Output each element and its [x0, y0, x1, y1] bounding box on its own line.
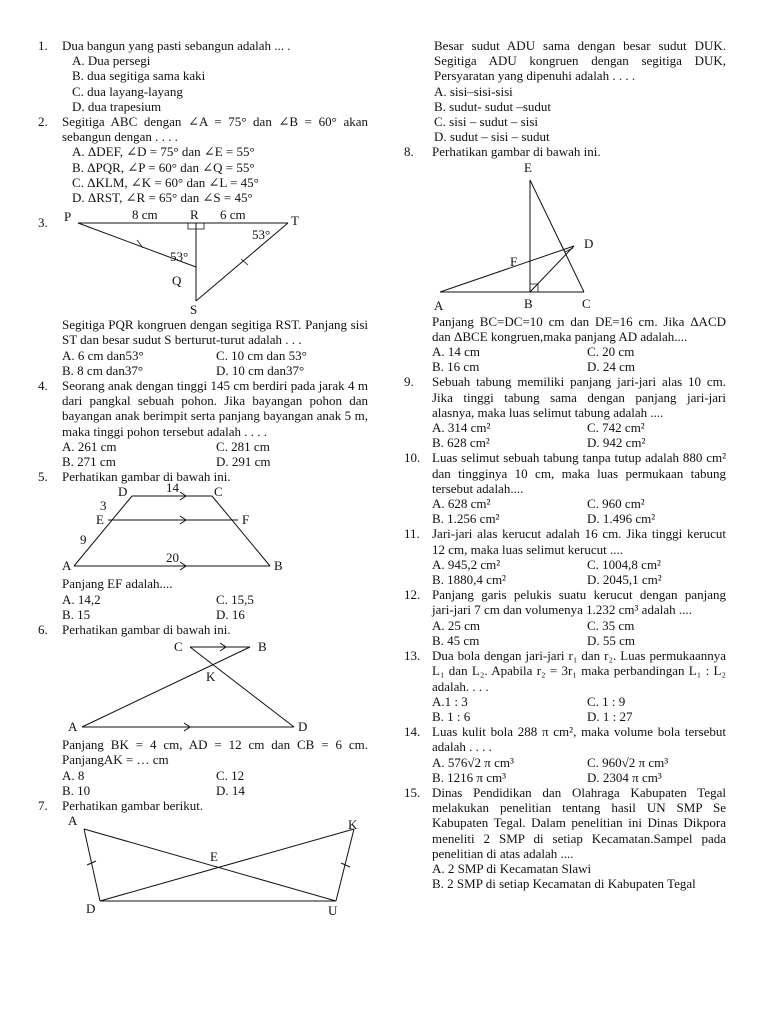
question-15 — [404, 784, 726, 892]
option: B. 45 cm — [432, 632, 480, 648]
question-text: Seorang anak dengan tinggi 145 cm berdiri pada jarak 4 m dari pangkal sebuah pohon. Jika bayangan pohon dan bayangan anak berimpit serta panjang bayangan anak 5 m, maka tinggi pohon tersebut adalah . . . . — [62, 378, 368, 439]
label-a: A — [68, 813, 78, 829]
question-number: 14. — [404, 724, 421, 740]
label-q: Q — [172, 273, 182, 289]
figure-triangles-pqr-rst — [62, 207, 322, 318]
option: C. 1 : 9 — [587, 693, 626, 709]
option: D. 10 cm dan37° — [216, 362, 305, 378]
question-text: Besar sudut ADU sama dengan besar sudut DUK. Segitiga ADU kongruen dengan segitiga DUK, Persyaratan yang dipenuhi adalah . . . . — [434, 38, 726, 84]
question-number: 7. — [38, 798, 48, 814]
question-12 — [404, 587, 726, 648]
label-u: U — [328, 903, 338, 919]
label-b: B — [274, 558, 283, 574]
question-prompt: Panjang EF adalah.... — [62, 576, 173, 592]
option: B. 628 cm² — [432, 435, 490, 451]
option: C. 12 — [216, 767, 245, 783]
length-dc: 14 — [166, 480, 179, 496]
figure-triangles-acd-bce — [432, 159, 672, 313]
question-text: Segitiga ABC dengan ∠A = 75° dan ∠B = 60° akan sebangun dengan . . . . — [62, 114, 368, 145]
option: C. 35 cm — [587, 617, 635, 633]
question-text: Perhatikan gambar di bawah ini. — [62, 469, 231, 485]
question-number: 12. — [404, 587, 421, 603]
option: D. 14 — [216, 782, 245, 798]
question-text: Segitiga PQR kongruen dengan segitiga RST. Panjang sisi ST dan besar sudut S berturut-turut adalah . . . — [62, 317, 368, 348]
question-text: Perhatikan gambar di bawah ini. — [62, 622, 231, 638]
option: A. 261 cm — [62, 438, 117, 454]
label-d: D — [86, 901, 96, 917]
option: B. 1880,4 cm² — [432, 572, 506, 588]
label-r: R — [190, 207, 199, 223]
question-number: 15. — [404, 784, 421, 800]
option: A.1 : 3 — [432, 693, 468, 709]
option: B. dua segitiga sama kaki — [72, 68, 206, 84]
question-8 — [404, 144, 726, 375]
option: D. dua trapesium — [72, 98, 162, 114]
question-9 — [404, 374, 726, 451]
option: B. 16 cm — [432, 359, 480, 375]
option: D. 942 cm² — [587, 435, 646, 451]
option: A. 2 SMP di Kecamatan Slawi — [432, 860, 592, 876]
question-text: Dinas Pendidikan dan Olahraga Kabupaten Tegal melakukan penelitian tentang hasil UN SMP Se Kabupaten Tegal. Dalam penelitian ini Dinas Dikpora meneliti 2 SMP di setiap Kecamatan.Sampel pada penelitian di atas adalah .... — [432, 784, 726, 861]
question-number: 4. — [38, 378, 48, 394]
option: A. 6 cm dan53° — [62, 347, 144, 363]
angle-q: 53° — [170, 249, 189, 265]
label-e: E — [210, 849, 218, 865]
label-e: E — [524, 159, 532, 175]
option: C. sisi – sudut – sisi — [434, 114, 539, 130]
option: D. 55 cm — [587, 632, 636, 648]
label-k: K — [348, 817, 358, 833]
question-prompt: Panjang BK = 4 cm, AD = 12 cm dan CB = 6 cm. PanjangAK = … cm — [62, 737, 368, 768]
angle-t: 53° — [252, 227, 271, 243]
option: A. 14,2 — [62, 591, 101, 607]
question-4 — [38, 378, 368, 469]
option: C. 742 cm² — [587, 420, 645, 436]
option: C. 281 cm — [216, 438, 270, 454]
option: C. 10 cm dan 53° — [216, 347, 307, 363]
option: D. sudut – sisi – sudut — [434, 129, 550, 145]
option: B. 1 : 6 — [432, 708, 471, 724]
option: B. 1216 π cm³ — [432, 769, 507, 785]
question-6 — [38, 622, 368, 798]
question-10 — [404, 450, 726, 527]
figure-crossing-lines — [62, 639, 322, 735]
left-column — [38, 38, 368, 917]
length-ab: 20 — [166, 550, 179, 566]
option: C. dua layang-layang — [72, 83, 183, 99]
question-text: Luas selimut sebuah tabung tanpa tutup adalah 880 cm² dan tingginya 10 cm, maka luas permukaan tabung tersebut adalah.... — [432, 450, 726, 496]
option: B. ΔPQR, ∠P = 60° dan ∠Q = 55° — [72, 159, 255, 175]
option: B. 15 — [62, 606, 91, 622]
label-c: C — [214, 484, 223, 500]
length-de: 3 — [100, 498, 107, 514]
question-text: Sebuah tabung memiliki panjang jari-jari alas 10 cm. Jika tinggi tabung sama dengan panjang jari-jari alasnya, maka luas selimut tabung adalah .... — [432, 374, 726, 420]
option: A. 8 — [62, 767, 85, 783]
question-2 — [38, 114, 368, 205]
question-text: Panjang garis pelukis suatu kerucut dengan panjang jari-jari 7 cm dan volumenya 1.232 cm³ adalah .... — [432, 587, 726, 618]
option: D. 291 cm — [216, 454, 271, 470]
question-text: Dua bangun yang pasti sebangun adalah ... . — [62, 38, 291, 53]
option: A. 945,2 cm² — [432, 556, 501, 572]
option: D. 2304 π cm³ — [587, 769, 662, 785]
question-text: Jari-jari alas kerucut adalah 16 cm. Jika tinggi kerucut 12 cm, maka luas selimut kerucut .... — [432, 526, 726, 557]
option: A. ΔDEF, ∠D = 75° dan ∠E = 55° — [72, 144, 255, 160]
label-k: K — [206, 669, 216, 685]
option: A. 628 cm² — [432, 496, 491, 512]
question-text: Perhatikan gambar di bawah ini. — [432, 144, 601, 160]
question-11 — [404, 526, 726, 588]
option: C. 20 cm — [587, 344, 635, 360]
label-s: S — [190, 302, 198, 318]
question-text: Luas kulit bola 288 π cm², maka volume bola tersebut adalah . . . . — [432, 724, 726, 755]
question-text: Perhatikan gambar berikut. — [62, 798, 204, 814]
length-rt: 6 cm — [220, 207, 246, 223]
question-1 — [38, 38, 368, 114]
question-number: 2. — [38, 114, 48, 130]
option: C. ΔKLM, ∠K = 60° dan ∠L = 45° — [72, 174, 259, 190]
question-number: 5. — [38, 469, 48, 485]
option: A. sisi–sisi-sisi — [434, 83, 513, 99]
question-number: 8. — [404, 144, 414, 160]
question-text: Dua bola dengan jari-jari r₁ dan r₂. Luas permukaannya L₁ dan L₂. Apabila r₂ = 3r₁ maka perbandingan L₁ : L₂ adalah. . . . — [432, 648, 726, 694]
option: B. sudut- sudut –sudut — [434, 98, 552, 114]
question-prompt: Panjang BC=DC=10 cm dan DE=16 cm. Jika ΔACD dan ΔBCE kongruen,maka panjang AD adalah.... — [432, 313, 726, 344]
question-5 — [38, 469, 368, 622]
label-b: B — [524, 295, 533, 311]
option: C. 15,5 — [216, 591, 254, 607]
question-number: 9. — [404, 374, 414, 390]
label-c: C — [582, 295, 591, 311]
label-e: E — [96, 512, 104, 528]
option: D. 2045,1 cm² — [587, 572, 662, 588]
label-c: C — [174, 639, 183, 655]
question-3 — [38, 207, 368, 378]
option: D. 16 — [216, 606, 245, 622]
option: D. ΔRST, ∠R = 65° dan ∠S = 45° — [72, 190, 253, 206]
label-a: A — [434, 297, 444, 313]
label-d: D — [298, 719, 308, 735]
option: D. 24 cm — [587, 359, 636, 375]
question-14 — [404, 724, 726, 785]
option: A. 314 cm² — [432, 420, 491, 436]
label-a: A — [62, 558, 72, 574]
label-f: F — [510, 253, 518, 269]
figure-trapezoid — [62, 480, 322, 574]
option: B. 8 cm dan37° — [62, 362, 144, 378]
figure-quadrilateral-adku — [62, 813, 362, 919]
label-a: A — [68, 719, 78, 735]
option: C. 960 cm² — [587, 496, 645, 512]
label-t: T — [291, 213, 299, 229]
option: C. 960√2 π cm³ — [587, 754, 669, 770]
question-number: 6. — [38, 622, 48, 638]
length-pr: 8 cm — [132, 207, 158, 223]
question-number: 1. — [38, 38, 48, 53]
option: A. 576√2 π cm³ — [432, 754, 514, 770]
right-column — [404, 38, 726, 892]
label-d: D — [584, 235, 594, 251]
option: A. 14 cm — [432, 344, 481, 360]
question-number: 3. — [38, 215, 48, 231]
option: A. Dua persegi — [72, 53, 151, 69]
label-p: P — [64, 209, 72, 225]
option: D. 1 : 27 — [587, 708, 633, 724]
question-number: 10. — [404, 450, 421, 466]
option: A. 25 cm — [432, 617, 481, 633]
option: B. 271 cm — [62, 454, 116, 470]
question-number: 13. — [404, 648, 421, 664]
option: B. 1.256 cm² — [432, 511, 500, 527]
question-number: 11. — [404, 526, 420, 542]
label-d: D — [118, 484, 128, 500]
question-7 — [38, 798, 368, 919]
option: C. 1004,8 cm² — [587, 556, 661, 572]
label-b: B — [258, 639, 267, 655]
question-7-continued — [410, 38, 726, 144]
length-ea: 9 — [80, 532, 87, 548]
option: D. 1.496 cm² — [587, 511, 656, 527]
question-13 — [404, 648, 726, 724]
option: B. 10 — [62, 782, 91, 798]
label-f: F — [242, 512, 250, 528]
option: B. 2 SMP di setiap Kecamatan di Kabupaten Tegal — [432, 876, 696, 892]
